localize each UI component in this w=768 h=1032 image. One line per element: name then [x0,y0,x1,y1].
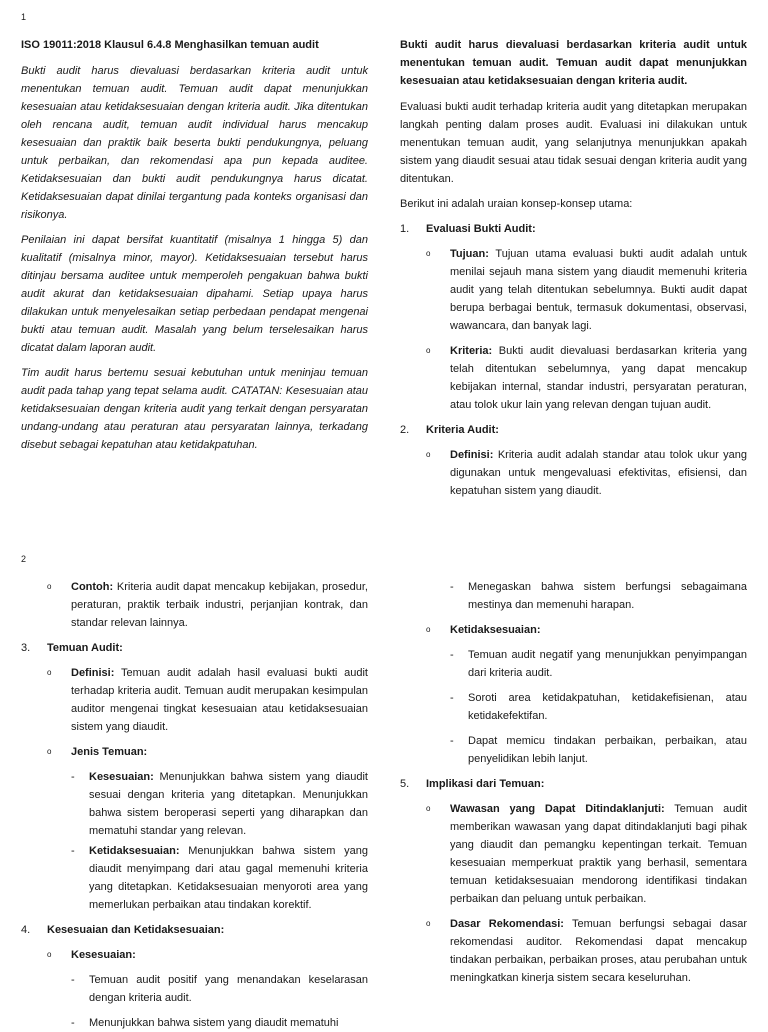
dash-item [71,768,368,840]
item-heading: Kriteria Audit: [426,424,499,436]
bullet-label: Definisi: [71,667,115,679]
paragraph: Tim audit harus bertemu sesuai kebutuhan untuk meninjau temuan audit pada tahap yang tepat selama audit. CATATAN: Kesesuaian atau ketidaksesuaian dengan kriteria audit yang terkait dengan persyaratan undang-undang atau peraturan atau persyaratan lainnya, terkadang disebut sebagai kepatuhan atau ketidakpatuhan. [21,367,368,451]
bullet-text: Temuan berfungsi sebagai dasar rekomendasi auditor. Rekomendasi dapat mencakup tindakan perbaikan, perbaikan proses, atau perubahan untuk meningkatkan kinerja sistem secara keseluruhan. [450,918,747,984]
paragraph: Penilaian ini dapat bersifat kuantitatif (misalnya 1 hingga 5) dan kualitatif (misalnya minor, mayor). Ketidaksesuaian tersebut harus ditinjau bersama auditee untuk memperoleh pengakuan bahwa bukti audit akurat dan ketidaksesuaian dipahami. Setiap upaya harus dilakukan untuk menyelesaikan setiap perbedaan pendapat mengenai bukti atau temuan audit. Masalah yang belum terselesaikan harus dicatat dalam laporan audit. [21,234,368,354]
item-number: 2. [400,424,410,436]
circle-bullet-icon: o [426,625,431,634]
bullet-item [400,621,747,639]
dash-bullet-icon: - [450,692,454,704]
circle-bullet-icon: o [47,747,52,756]
intro-bold-paragraph: Bukti audit harus dievaluasi berdasarkan kriteria audit untuk menentukan temuan audit. Temuan audit dapat menunjukkan kesesuaian atau ketidaksesuaian dengan kriteria audit. [400,39,747,87]
item-number: 5. [400,778,410,790]
circle-bullet-icon: o [426,346,431,355]
circle-bullet-icon: o [426,249,431,258]
item-heading: Temuan Audit: [47,642,123,654]
dash-text: Temuan audit positif yang menandakan keselarasan dengan kriteria audit. [89,974,368,1004]
bullet-label: Tujuan: [450,248,489,260]
circle-bullet-icon: o [47,668,52,677]
dash-label: Kesesuaian: [89,771,154,783]
circle-bullet-icon: o [426,919,431,928]
bullet-label: Jenis Temuan: [71,746,148,758]
circle-bullet-icon: o [47,950,52,959]
bullet-label: Ketidaksesuaian: [450,624,541,636]
dash-bullet-icon: - [450,581,454,593]
dash-text: Menunjukkan bahwa sistem yang diaudit sesuai dengan kriteria yang ditetapkan. Menunjukkan bahwa sistem beroperasi seperti yang diharapkan dan mematuhi standar yang relevan. [89,771,368,837]
circle-bullet-icon: o [426,450,431,459]
dash-bullet-icon: - [71,1017,75,1029]
circle-bullet-icon: o [47,582,52,591]
page-number: 1 [21,12,27,22]
page-number: 2 [21,554,27,564]
page2-right-column [400,578,747,987]
bullet-text: Tujuan utama evaluasi bukti audit adalah untuk menilai sejauh mana sistem yang diaudit memenuhi kriteria audit yang telah ditentukan sebelumnya. Bukti audit dapat berupa berbagai bentuk, termasuk dokumentasi, observasi, wawancara, dan banyak lagi. [450,248,747,332]
bullet-item [21,743,368,761]
bullet-item [400,915,747,987]
dash-text: Menunjukkan bahwa sistem yang diaudit menyimpang dari atau gagal memenuhi kriteria yang ditetapkan. Ketidaksesuaian menyoroti area yang memerlukan perbaikan atau tindakan korektif. [89,845,368,911]
dash-text: Menegaskan bahwa sistem berfungsi sebagaimana mestinya dan memenuhi harapan. [468,581,747,611]
numbered-item [400,421,747,439]
item-heading: Kesesuaian dan Ketidaksesuaian: [47,924,225,936]
numbered-item [400,775,747,793]
item-heading: Evaluasi Bukti Audit: [426,223,536,235]
dash-item [71,971,368,1007]
numbered-item [400,220,747,238]
bullet-item [21,578,368,632]
numbered-item [21,921,368,939]
dash-text: Dapat memicu tindakan perbaikan, perbaikan, atau penyelidikan lebih lanjut. [468,735,747,765]
item-heading: Implikasi dari Temuan: [426,778,545,790]
page1-right-column [400,36,747,500]
bullet-label: Dasar Rekomendasi: [450,918,564,930]
bullet-item [400,446,747,500]
dash-item [450,646,747,682]
bullet-text: Kriteria audit dapat mencakup kebijakan, prosedur, peraturan, praktik terbaik industri, perjanjian kontrak, dan standar relevan lainnya. [71,581,368,629]
bullet-text: Temuan audit adalah hasil evaluasi bukti audit terhadap kriteria audit. Temuan audit merupakan kesimpulan auditor mengenai tingkat kesesuaian atau ketidaksesuaian sistem yang diaudit. [71,667,368,733]
bullet-label: Kriteria: [450,345,493,357]
item-number: 3. [21,642,31,654]
bullet-label: Wawasan yang Dapat Ditindaklanjuti: [450,803,665,815]
bullet-label: Contoh: [71,581,114,593]
dash-item [450,732,747,768]
bullet-item [400,342,747,414]
bullet-item [21,664,368,736]
bullet-text: Bukti audit dievaluasi berdasarkan kriteria yang telah ditentukan sebelumnya, yang dapat mencakup kebijakan internal, standar industri, persyaratan peraturan, atau tolok ukur lain yang relevan dengan tujuan audit. [450,345,747,411]
page1-left-column [21,36,368,454]
dash-item [450,578,747,614]
dash-item [71,1014,368,1032]
item-number: 1. [400,223,410,235]
dash-bullet-icon: - [71,771,75,783]
bullet-label: Definisi: [450,449,494,461]
dash-text: Soroti area ketidakpatuhan, ketidakefisienan, atau ketidakefektifan. [468,692,747,722]
dash-label: Ketidaksesuaian: [89,845,180,857]
page2-left-column [21,578,368,1032]
dash-item [71,842,368,914]
dash-bullet-icon: - [450,649,454,661]
paragraph: Bukti audit harus dievaluasi berdasarkan kriteria audit untuk menentukan temuan audit. Temuan audit dapat menunjukkan kesesuaian atau ketidaksesuaian dengan kriteria audit. Jika ditentukan oleh rencana audit, temuan audit individual harus mencakup kesesuaian dan praktik baik beserta bukti pendukungnya, peluang untuk perbaikan, dan rekomendasi apa pun kepada auditee. Ketidaksesuaian dan bukti audit pendukungnya harus dicatat. Ketidaksesuaian dapat dinilai tergantung pada konteks organisasi dan risikonya. [21,65,368,221]
dash-text: Menunjukkan bahwa sistem yang diaudit mematuhi [89,1017,339,1029]
item-number: 4. [21,924,31,936]
bullet-label: Kesesuaian: [71,949,136,961]
dash-bullet-icon: - [71,845,75,857]
bullet-item [21,946,368,964]
bullet-text: Kriteria audit adalah standar atau tolok ukur yang digunakan untuk mengevaluasi efektivitas, efisiensi, dan kepatuhan sistem yang diaudit. [450,449,747,497]
paragraph: Berikut ini adalah uraian konsep-konsep utama: [400,198,633,210]
paragraph: Evaluasi bukti audit terhadap kriteria audit yang ditetapkan merupakan langkah penting dalam proses audit. Evaluasi ini dilakukan untuk menentukan temuan audit, yang selanjutnya menunjukkan apakah sistem yang diaudit sesuai atau tidak sesuai dengan kriteria audit yang ditentukan. [400,101,747,185]
bullet-item [400,800,747,908]
dash-text: Temuan audit negatif yang menunjukkan penyimpangan dari kriteria audit. [468,649,747,679]
numbered-item [21,639,368,657]
bullet-item [400,245,747,335]
bullet-text: Temuan audit memberikan wawasan yang dapat ditindaklanjuti bagi pihak yang diaudit dan pemangku kepentingan terkait. Temuan kesesuaian memperkuat praktik yang berhasil, sementara temuan ketidaksesuaian mendorong identifikasi tindakan perbaikan dan peluang untuk perbaikan. [450,803,747,905]
dash-item [450,689,747,725]
dash-bullet-icon: - [71,974,75,986]
section-title: ISO 19011:2018 Klausul 6.4.8 Menghasilkan temuan audit [21,39,319,51]
dash-bullet-icon: - [450,735,454,747]
circle-bullet-icon: o [426,804,431,813]
